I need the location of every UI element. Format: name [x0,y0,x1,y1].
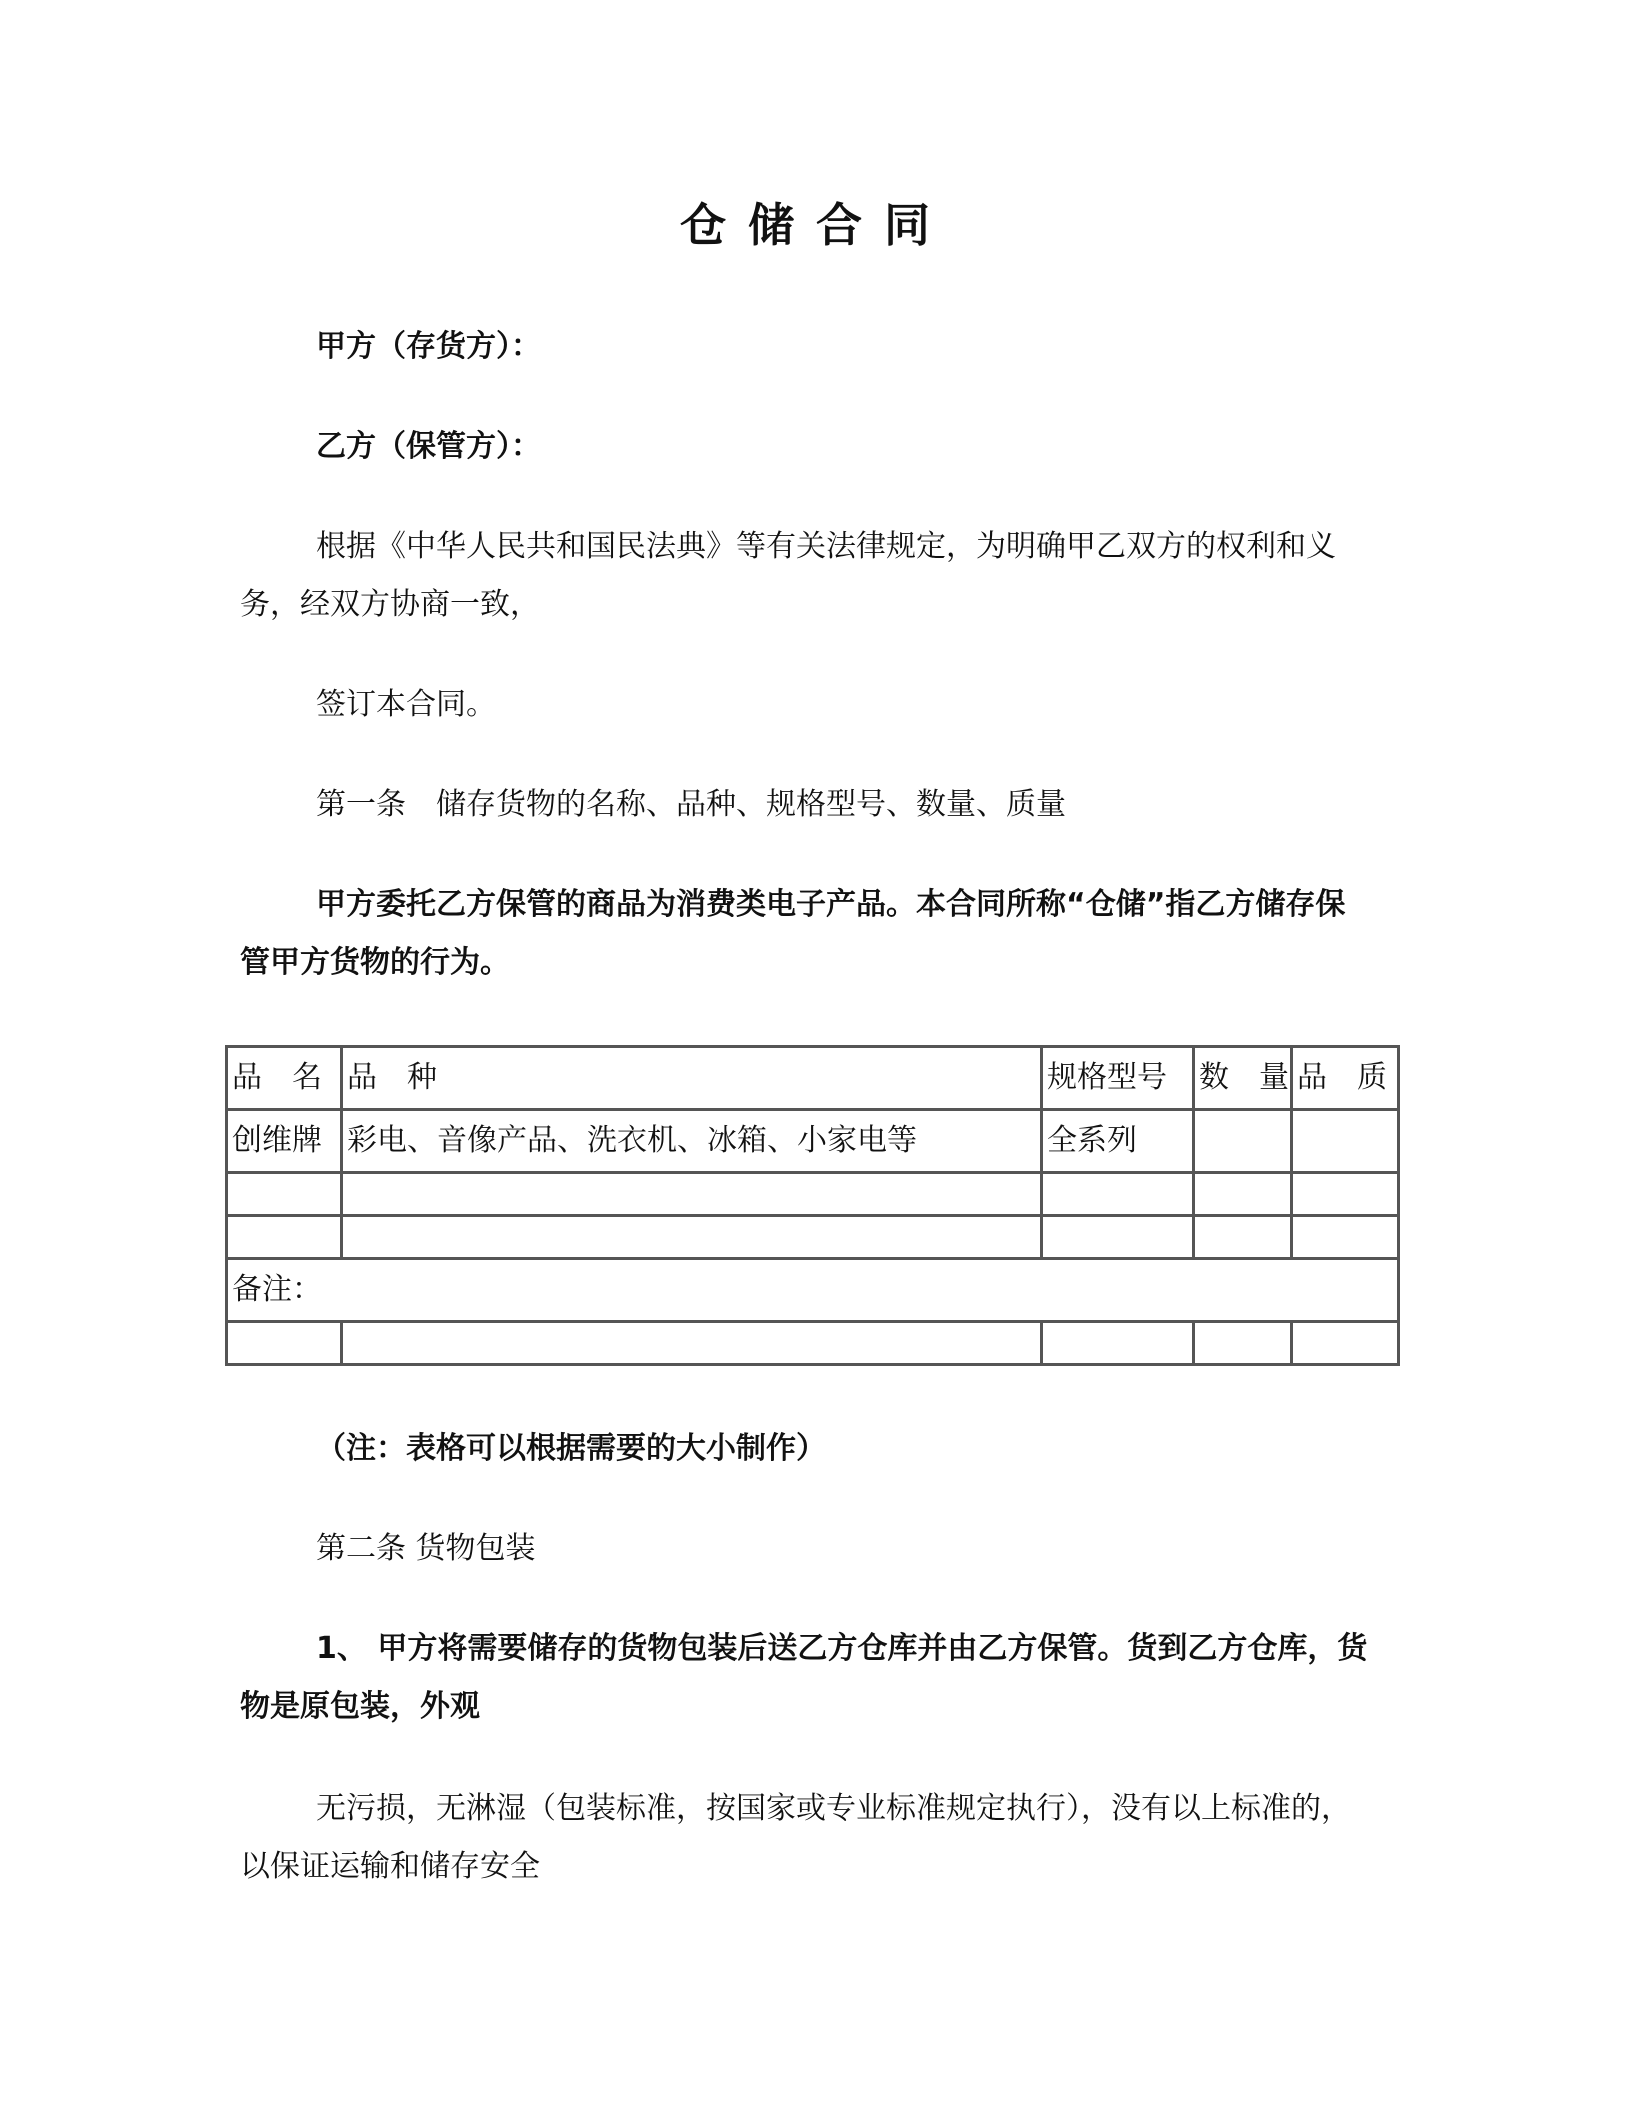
empty-cell [1042,1322,1194,1365]
article-1-title: 第一条 储存货物的名称、品种、规格型号、数量、质量 [316,787,1066,822]
table-row [227,1110,1399,1173]
empty-cell [342,1216,1042,1259]
cell-variety: 彩电、音像产品、洗衣机、冰箱、小家电等 [342,1110,1042,1173]
empty-cell [227,1322,342,1365]
party-a-line: 甲方（存货方）： [316,329,541,364]
empty-cell [342,1322,1042,1365]
empty-cell [1194,1216,1292,1259]
intro-paragraph: 根据《中华人民共和国民法典》等有关法律规定，为明确甲乙双方的权利和义务，经双方协商一致， [240,529,1336,622]
goods-table [225,1045,1400,1366]
table-note: （注：表格可以根据需要的大小制作） [316,1431,826,1466]
empty-cell [1292,1216,1399,1259]
table-row-empty [227,1322,1399,1365]
empty-cell [227,1216,342,1259]
table-header-row [227,1047,1399,1110]
document-title: 仓储合同 [680,198,952,252]
cell-quality [1292,1110,1399,1173]
empty-cell [1194,1322,1292,1365]
sign-line: 签订本合同。 [316,687,496,722]
cell-brand: 创维牌 [227,1110,342,1173]
table-remark-row [227,1259,1399,1322]
header-cell-variety: 品 种 [342,1047,1042,1110]
article-2-title: 第二条 货物包装 [316,1531,536,1566]
table-row-empty [227,1216,1399,1259]
header-cell-name: 品 名 [227,1047,342,1110]
party-b-line: 乙方（保管方）： [316,429,541,464]
header-cell-quantity: 数 量 [1194,1047,1292,1110]
header-cell-model: 规格型号 [1042,1047,1194,1110]
empty-cell [1194,1173,1292,1216]
table-row-empty [227,1173,1399,1216]
cell-model: 全系列 [1042,1110,1194,1173]
cell-quantity [1194,1110,1292,1173]
header-cell-quality: 品 质 [1292,1047,1399,1110]
article-1-text: 甲方委托乙方保管的商品为消费类电子产品。本合同所称“仓储”指乙方储存保管甲方货物的行为。 [240,887,1346,980]
empty-cell [1292,1173,1399,1216]
article-2-item-1: 1、 甲方将需要储存的货物包装后送乙方仓库并由乙方保管。货到乙方仓库，货物是原包装，外观 [240,1631,1368,1724]
empty-cell [1042,1216,1194,1259]
empty-cell [342,1173,1042,1216]
empty-cell [227,1173,342,1216]
empty-cell [1042,1173,1194,1216]
empty-cell [1292,1322,1399,1365]
article-2-text: 无污损，无淋湿（包装标准，按国家或专业标准规定执行），没有以上标准的，以保证运输和储存安全 [240,1791,1351,1884]
remark-cell: 备注： [227,1259,1399,1322]
